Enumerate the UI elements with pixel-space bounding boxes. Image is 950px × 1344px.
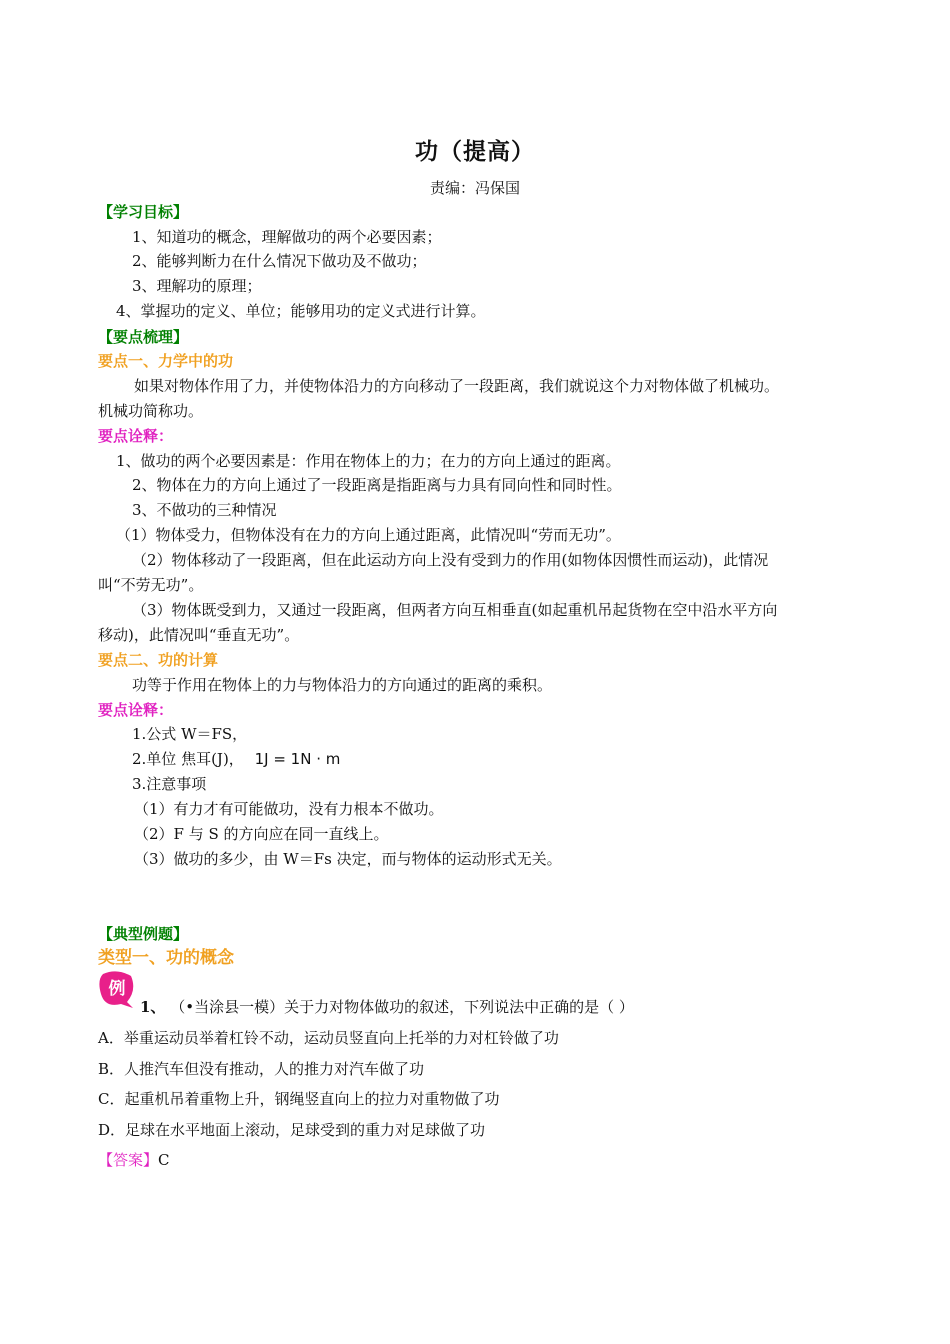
note-1-item-5-line-2: 叫“不劳无功”。 [98,576,204,594]
question-1-number: 1、 [140,998,166,1016]
heading-key-points: 【要点梳理】 [98,328,189,346]
goal-item-1: 1、知道功的概念，理解做功的两个必要因素； [132,228,442,246]
option-a: A．举重运动员举着杠铃不动，运动员竖直向上托举的力对杠铃做了功 [98,1029,559,1047]
unit-text: 2.单位 焦耳(J)， [132,750,244,768]
question-1-text: （•当涂县一模）关于力对物体做功的叙述，下列说法中正确的是（ ） [170,998,634,1016]
goal-item-2: 2、能够判断力在什么情况下做功及不做功； [132,252,427,270]
note-1-item-5-line-1: （2）物体移动了一段距离，但在此运动方向上没有受到力的作用(如物体因惯性而运动)，此情况 [132,551,769,569]
heading-type-1: 类型一、功的概念 [98,948,234,968]
note-2-item-2: （2）F 与 S 的方向应在同一直线上。 [134,825,389,843]
heading-point-2: 要点二、功的计算 [98,651,219,669]
goal-item-3: 3、理解功的原理； [132,277,262,295]
note-1-item-6-line-1: （3）物体既受到力，又通过一段距离，但两者方向互相垂直(如起重机吊起货物在空中沿水平方向 [132,601,778,619]
answer-value: C [158,1151,170,1169]
note-heading-1: 要点诠释： [98,427,174,445]
example-badge-icon [97,970,137,1010]
note-1-item-3: 3、不做功的三种情况 [132,501,277,519]
note-heading-2: 要点诠释： [98,701,174,719]
option-d: D．足球在水平地面上滚动，足球受到的重力对足球做了功 [98,1121,486,1139]
answer-line [98,1150,170,1170]
note-1-item-2: 2、物体在力的方向上通过了一段距离是指距离与力具有同向性和同时性。 [132,476,622,494]
note-2-item-3: （3）做功的多少，由 W＝Fs 决定，而与物体的运动形式无关。 [134,850,562,868]
question-1-stem [140,997,634,1017]
notes-title: 3.注意事项 [132,775,207,793]
point-1-paragraph-line-2: 机械功简称功。 [98,402,204,420]
page-title: 功（提高） [415,138,535,165]
answer-label: 【答案】 [98,1151,159,1169]
formula-line: 1.公式 W＝FS， [132,725,248,743]
heading-learning-goals: 【学习目标】 [98,203,189,221]
point-1-paragraph-line-1: 如果对物体作用了力，并使物体沿力的方向移动了一段距离，我们就说这个力对物体做了机械功。 [134,377,780,395]
note-1-item-4: （1）物体受力，但物体没有在力的方向上通过距离，此情况叫“劳而无功”。 [116,526,621,544]
heading-typical-examples: 【典型例题】 [98,925,189,943]
unit-formula: 1J = 1N · m [254,750,341,768]
note-2-item-1: （1）有力才有可能做功，没有力根本不做功。 [134,800,444,818]
point-2-paragraph: 功等于作用在物体上的力与物体沿力的方向通过的距离的乘积。 [132,676,553,694]
option-c: C．起重机吊着重物上升，钢绳竖直向上的拉力对重物做了功 [98,1090,500,1108]
note-1-item-6-line-2: 移动)，此情况叫“垂直无功”。 [98,626,300,644]
note-1-item-1: 1、做功的两个必要因素是：作用在物体上的力；在力的方向上通过的距离。 [116,452,621,470]
goal-item-4: 4、掌握功的定义、单位；能够用功的定义式进行计算。 [116,302,486,320]
editor-line: 责编：冯保国 [429,179,520,197]
unit-line [132,749,340,769]
heading-point-1: 要点一、力学中的功 [98,352,234,370]
example-badge-label: 例 [108,979,126,999]
option-b: B．人推汽车但没有推动，人的推力对汽车做了功 [98,1060,425,1078]
